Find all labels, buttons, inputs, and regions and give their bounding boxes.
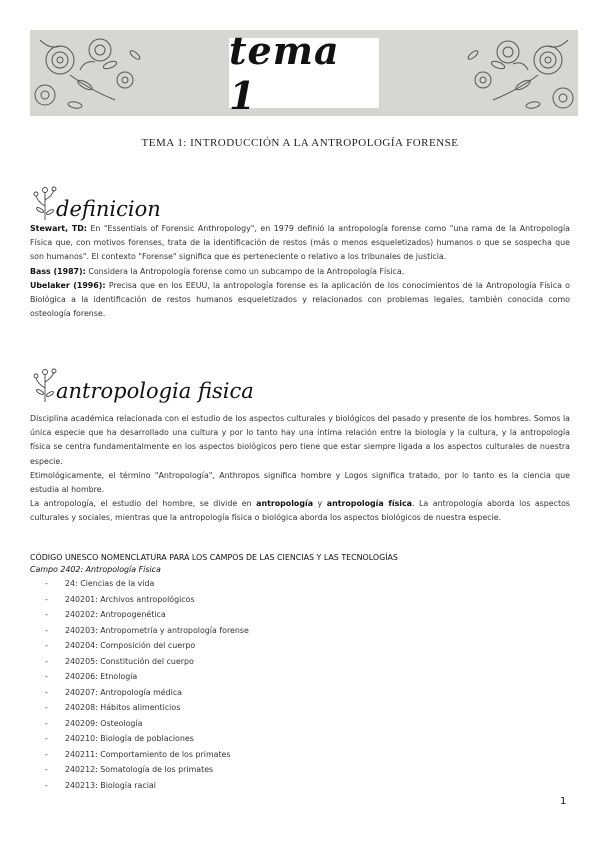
- page-title: tema 1: [229, 30, 340, 116]
- definition-ubelaker: [30, 279, 570, 322]
- list-item-text: 240211: Comportamiento de los primates: [65, 749, 231, 759]
- text-run: La antropología, el estudio del hombre, se divide en: [30, 499, 257, 509]
- title-box: [229, 30, 379, 116]
- list-item: - 240202: Antropogenética: [45, 607, 249, 623]
- antropologia-paragraph-3: [30, 497, 570, 525]
- list-item: - 240208: Hábitos alimenticios: [45, 700, 249, 716]
- bold-term: antropología: [256, 499, 314, 509]
- definition-text: Precisa que en los EEUU, la antropología forense es la aplicación de los conocimientos de la Antropología Física o Biológica a la identificación de restos humanos esqueletizados y relacionados con problemas legales, también conocida como osteología forense.: [30, 280, 571, 319]
- list-item-text: 240202: Antropogenética: [65, 610, 166, 619]
- list-item-text: 240213: Biología racial: [65, 780, 156, 790]
- author-name: Ubelaker (1996):: [30, 280, 106, 290]
- floral-decoration-right-icon: [458, 30, 578, 116]
- list-item: - 240204: Composición del cuerpo: [45, 638, 249, 654]
- author-name: Bass (1987):: [30, 266, 86, 276]
- definicion-block: [30, 222, 570, 321]
- list-item: - 240203: Antropometría y antropología forense: [45, 623, 249, 639]
- list-item: - 240209: Osteología: [45, 716, 249, 732]
- floral-decoration-left-icon: [30, 30, 150, 116]
- list-item-text: 240203: Antropometría y antropología forense: [65, 625, 249, 635]
- definicion-heading-text: definicion: [56, 197, 161, 221]
- text-run: y: [313, 499, 327, 509]
- page-subtitle: TEMA 1: INTRODUCCIÓN A LA ANTROPOLOGÍA FORENSE: [141, 137, 459, 149]
- antropologia-heading: [30, 362, 254, 402]
- definicion-heading: [30, 180, 161, 220]
- definition-text: En "Essentials of Forensic Anthropology", en 1979 definió la antropología forense como "una rama de la Antropología Física que, con motivos forenses, trata de la identificación de restos (más o menos esqueletizados) humanos o que se sospecha que son humanos". El contexto "Forense" significa que es perteneciente o relativo a los tribunales de justicia.: [30, 224, 570, 262]
- list-item-text: 240206: Etnología: [65, 672, 138, 681]
- bold-term: antropología física: [326, 499, 412, 509]
- list-item: - 240211: Comportamiento de los primates: [45, 747, 249, 763]
- list-item-text: 240209: Osteología: [65, 718, 143, 728]
- list-item-text: 240212: Somatología de los primates: [65, 765, 214, 774]
- list-item: - 240210: Biología de poblaciones: [45, 731, 249, 747]
- list-item: - 240213: Biología racial: [45, 778, 249, 794]
- list-item: - 240205: Constitución del cuerpo: [45, 654, 249, 670]
- list-item-text: 240204: Composición del cuerpo: [65, 641, 196, 650]
- unesco-title: CÓDIGO UNESCO NOMENCLATURA PARA LOS CAMPOS DE LAS CIENCIAS Y LAS TECNOLOGÍAS: [30, 553, 398, 562]
- antropologia-paragraph-1: Disciplina académica relacionada con el estudio de los aspectos culturales y biológicos del pasado y presente de los hombres. Somos la única especie que ha desarrollado una cultura y por lo tanto hay una íntima relación entre la biología y la cultura, y la antropología física se centra fundamentalmente en los aspectos biológicos pero tiene que estar siempre ligada a los aspectos culturales de nuestra especie.: [30, 414, 570, 466]
- list-item: - 240207: Antropología médica: [45, 685, 249, 701]
- author-name: Stewart, TD:: [30, 224, 87, 233]
- list-item-text: 240201: Archivos antropológicos: [65, 594, 195, 604]
- list-item: - 240201: Archivos antropológicos: [45, 592, 249, 608]
- list-item-text: 24: Ciencias de la vida: [65, 579, 155, 588]
- text-run: . La antropología aborda los aspectos culturales y sociales, mientras que la antropología física o biológica aborda los aspectos biológicos de nuestra especie.: [30, 499, 571, 523]
- antropologia-paragraph-2: Etimológicamente, el término "Antropología", Anthropos significa hombre y Logos significa tratado, por lo tanto es la ciencia que estudia al hombre.: [30, 470, 570, 495]
- unesco-code-list: [45, 576, 249, 793]
- unesco-subtitle: Campo 2402: Antropología Física: [30, 565, 161, 574]
- list-item: - 24: Ciencias de la vida: [45, 576, 249, 592]
- list-item-text: 240208: Hábitos alimenticios: [65, 703, 181, 712]
- page-number: 1: [560, 796, 567, 807]
- list-item-text: 240210: Biología de poblaciones: [65, 734, 194, 743]
- list-item-text: 240205: Constitución del cuerpo: [65, 656, 194, 666]
- definition-text: Considera la Antropología forense como un subcampo de la Antropología Física.: [85, 266, 405, 276]
- list-item: - 240212: Somatología de los primates: [45, 762, 249, 778]
- definition-bass: [30, 265, 570, 279]
- header-banner: [30, 30, 578, 116]
- definition-stewart: [30, 222, 570, 265]
- list-item-text: 240207: Antropología médica: [65, 687, 182, 697]
- list-item: - 240206: Etnología: [45, 669, 249, 685]
- antropologia-heading-text: antropologia fisica: [56, 379, 254, 403]
- antropologia-block: [30, 412, 570, 526]
